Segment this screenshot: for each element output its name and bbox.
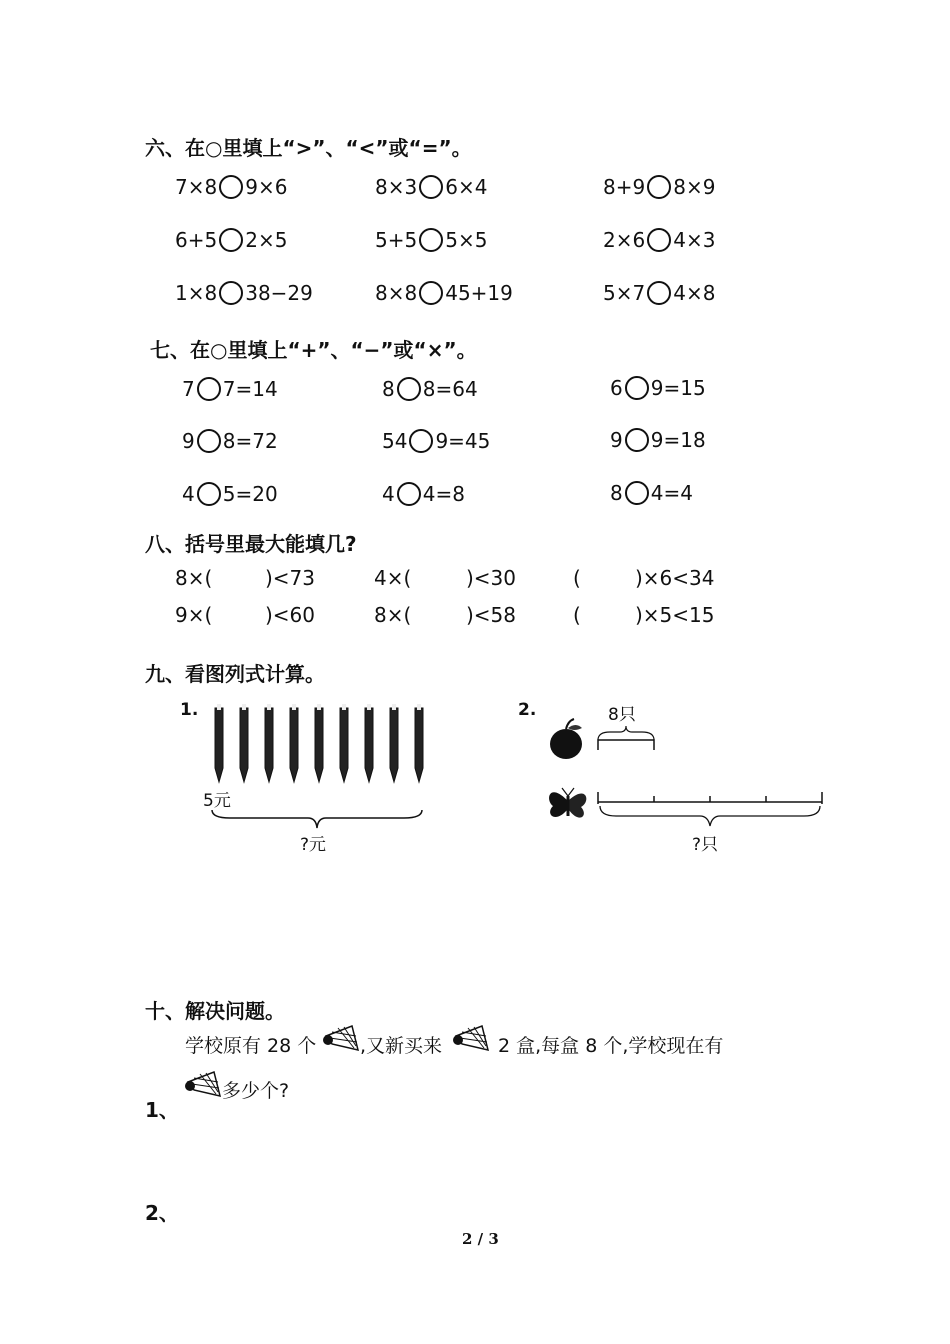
- paren-left: (: [573, 566, 581, 590]
- answer-circle[interactable]: [625, 376, 649, 400]
- paren-left: (: [573, 603, 581, 627]
- pen-icon: [315, 708, 323, 782]
- pen-icon: [415, 708, 423, 782]
- total-brace: [210, 808, 425, 832]
- section-10-title: 十、解决问题。: [145, 999, 285, 1023]
- paren-left: 9×(: [175, 603, 213, 627]
- problem-text-part3: 2 盒,每盒 8 个,学校现在有: [498, 1035, 724, 1057]
- answer-circle[interactable]: [197, 482, 221, 506]
- operator-item: 9 8=72: [182, 429, 278, 453]
- compare-item: 2×6 4×3: [603, 228, 716, 252]
- answer-circle[interactable]: [219, 175, 243, 199]
- compare-item: 8+9 8×9: [603, 175, 716, 199]
- operator-item: 9 9=18: [610, 428, 706, 452]
- apple-bracket: [596, 726, 660, 754]
- operator-item: 8 8=64: [382, 377, 478, 401]
- operator-item: 4 4=8: [382, 482, 465, 506]
- section-9-title: 九、看图列式计算。: [145, 662, 325, 686]
- compare-item: 6+5 2×5: [175, 228, 288, 252]
- paren-right: )<60: [265, 603, 316, 627]
- section-7-title: 七、在○里填上“+”、“−”或“×”。: [150, 338, 477, 362]
- problem-text-part4: 多少个?: [222, 1080, 290, 1102]
- problem-1-number: 1.: [180, 700, 199, 720]
- page-number: 2 / 3: [462, 1230, 499, 1248]
- operator-item: 54 9=45: [382, 429, 491, 453]
- paren-right: )×5<15: [635, 603, 715, 627]
- operator-item: 7 7=14: [182, 377, 278, 401]
- pens-illustration: [205, 700, 435, 790]
- pen-icon: [265, 708, 273, 782]
- compare-item: 1×8 38−29: [175, 281, 313, 305]
- paren-right: )<73: [265, 566, 316, 590]
- pen-icon: [215, 708, 223, 782]
- answer-circle[interactable]: [647, 175, 671, 199]
- answer-circle[interactable]: [647, 228, 671, 252]
- pen-icon: [365, 708, 373, 782]
- answer-circle[interactable]: [197, 377, 221, 401]
- compare-item: 8×8 45+19: [375, 281, 513, 305]
- shuttlecock-icon: [184, 1068, 224, 1104]
- section-8-title: 八、括号里最大能填几?: [145, 532, 357, 556]
- answer-circle[interactable]: [219, 228, 243, 252]
- section-6-title: 六、在○里填上“>”、“<”或“=”。: [145, 136, 472, 160]
- butterfly-total-label: ?只: [692, 835, 719, 855]
- pen-icon: [340, 708, 348, 782]
- butterfly-icon: [545, 780, 593, 826]
- compare-item: 5+5 5×5: [375, 228, 488, 252]
- shuttlecock-icon: [452, 1022, 492, 1058]
- paren-right: )<58: [466, 603, 517, 627]
- paren-left: 8×(: [175, 566, 213, 590]
- answer-circle[interactable]: [397, 482, 421, 506]
- answer-circle[interactable]: [625, 428, 649, 452]
- operator-item: 6 9=15: [610, 376, 706, 400]
- compare-item: 5×7 4×8: [603, 281, 716, 305]
- pen-icon: [390, 708, 398, 782]
- pen-price-label: 5元: [203, 791, 231, 811]
- question-2-label: 2、: [145, 1201, 179, 1225]
- answer-circle[interactable]: [625, 481, 649, 505]
- answer-circle[interactable]: [409, 429, 433, 453]
- apple-icon: [548, 716, 588, 762]
- pen-total-label: ?元: [300, 835, 327, 855]
- compare-item: 8×3 6×4: [375, 175, 488, 199]
- pen-icon: [240, 708, 248, 782]
- apple-count-label: 8只: [608, 705, 636, 725]
- problem-text-part1: 学校原有 28 个: [185, 1035, 317, 1057]
- answer-circle[interactable]: [219, 281, 243, 305]
- paren-right: )<30: [466, 566, 517, 590]
- shuttlecock-icon: [322, 1022, 362, 1058]
- paren-left: 8×(: [374, 603, 412, 627]
- answer-circle[interactable]: [419, 281, 443, 305]
- answer-circle[interactable]: [197, 429, 221, 453]
- butterfly-segmented-line: [596, 790, 826, 830]
- paren-right: )×6<34: [635, 566, 715, 590]
- question-1-label: 1、: [145, 1098, 179, 1122]
- compare-item: 7×8 9×6: [175, 175, 288, 199]
- operator-item: 8 4=4: [610, 481, 693, 505]
- problem-text-part2: ,又新买来: [360, 1035, 443, 1057]
- answer-circle[interactable]: [419, 175, 443, 199]
- answer-circle[interactable]: [397, 377, 421, 401]
- answer-circle[interactable]: [647, 281, 671, 305]
- answer-circle[interactable]: [419, 228, 443, 252]
- operator-item: 4 5=20: [182, 482, 278, 506]
- paren-left: 4×(: [374, 566, 412, 590]
- problem-2-number: 2.: [518, 700, 537, 720]
- pen-icon: [290, 708, 298, 782]
